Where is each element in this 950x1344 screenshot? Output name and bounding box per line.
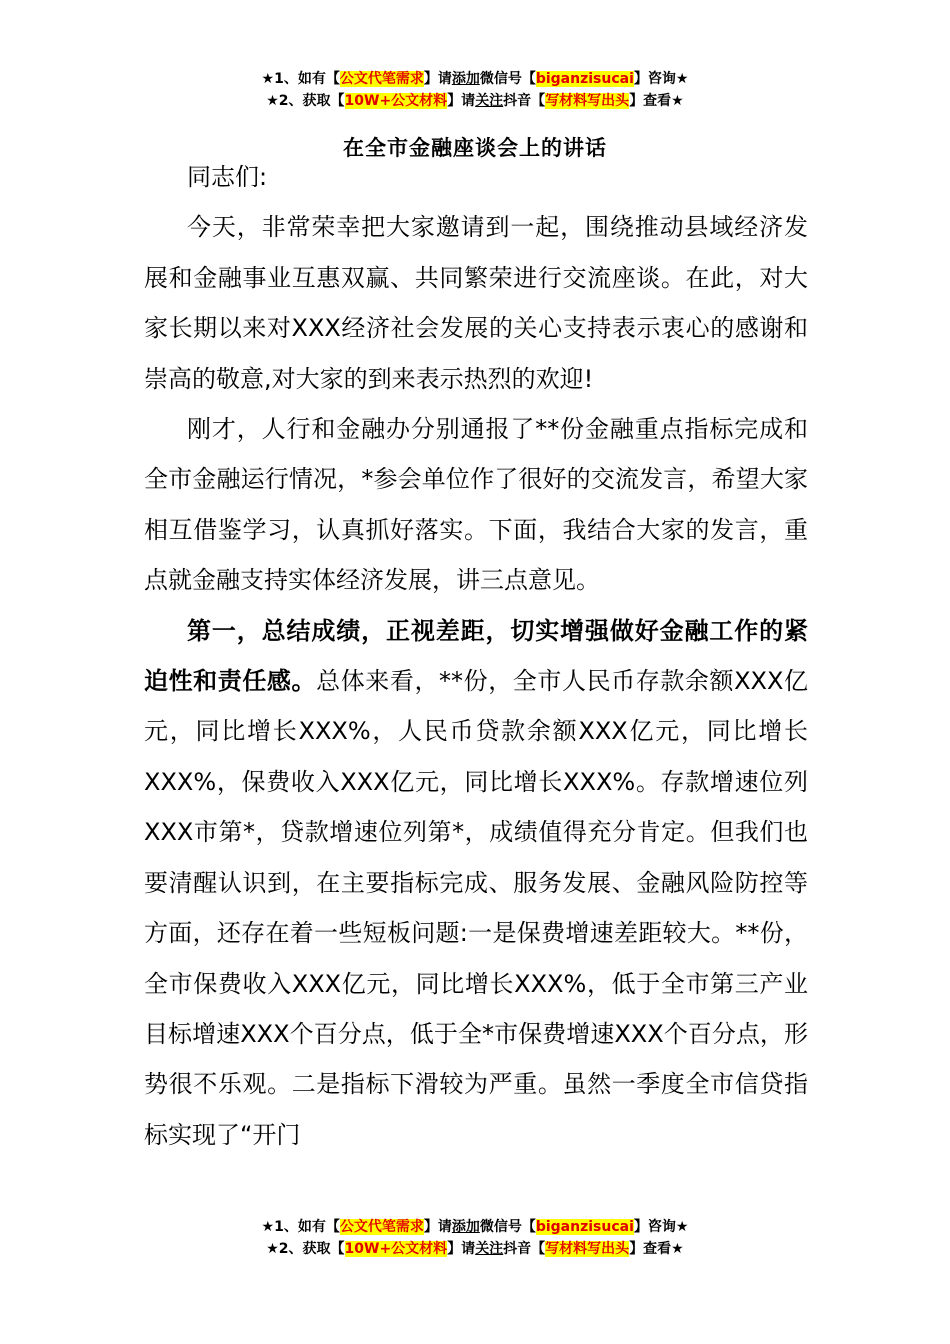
greeting: 同志们:	[187, 163, 268, 191]
highlight-wechat-id: biganzisucai	[535, 1219, 634, 1235]
promo-line-1: ★1、如有【公文代笔需求】请添加微信号【biganzisucai】咨询★	[261, 1219, 689, 1235]
highlight-service: 公文代笔需求	[339, 1219, 424, 1235]
promo-banner-top	[0, 68, 950, 112]
promo-line-2: ★2、获取【10W+公文材料】请关注抖音【写材料写出头】查看★	[266, 1241, 684, 1257]
promo-line-2: ★2、获取【10W+公文材料】请关注抖音【写材料写出头】查看★	[266, 93, 684, 109]
promo-line-1: ★1、如有【公文代笔需求】请添加微信号【biganzisucai】咨询★	[261, 71, 689, 87]
highlight-wechat-id: biganzisucai	[535, 71, 634, 87]
paragraph-3: 第一，总结成绩，正视差距，切实增强做好金融工作的紧迫性和责任感。总体来看，**份，全市人民币存款余额XXX亿元，同比增长XXX%，人民币贷款余额XXX亿元，同比增长XXX%，保费收入XXX亿元，同比增长XXX%。存款增速位列XXX市第*，贷款增速位列第*，成绩值得充分肯定。但我们也要清醒认识到，在主要指标完成、服务发展、金融风险防控等方面，还存在着一些短板问题:一是保费增速差距较大。**份，全市保费收入XXX亿元，同比增长XXX%，低于全市第三产业目标增速XXX个百分点，低于全*市保费增速XXX个百分点，形势很不乐观。二是指标下滑较为严重。虽然一季度全市信贷指标实现了“开门	[144, 616, 808, 1149]
highlight-service: 公文代笔需求	[339, 71, 424, 87]
paragraph-1: 今天，非常荣幸把大家邀请到一起，围绕推动县域经济发展和金融事业互惠双赢、共同繁荣进行交流座谈。在此，对大家长期以来对XXX经济社会发展的关心支持表示衷心的感谢和崇高的敬意,对大家的到来表示热烈的欢迎!	[144, 213, 808, 393]
promo-banner-bottom	[0, 1216, 950, 1260]
highlight-douyin: 写材料写出头	[545, 1241, 630, 1257]
paragraph-2: 刚才，人行和金融办分别通报了**份金融重点指标完成和全市金融运行情况，*参会单位作了很好的交流发言，希望大家相互借鉴学习，认真抓好落实。下面，我结合大家的发言，重点就金融支持实体经济发展，讲三点意见。	[144, 415, 808, 595]
section-heading-1: 第一，总结成绩，正视差距，切实增强做好金融工作的紧迫性和责任感。	[144, 616, 808, 696]
document-title: 在全市金融座谈会上的讲话	[343, 136, 607, 160]
highlight-materials: 10W+公文材料	[344, 1241, 448, 1257]
document-body	[144, 152, 808, 1160]
highlight-douyin: 写材料写出头	[545, 93, 630, 109]
highlight-materials: 10W+公文材料	[344, 93, 448, 109]
